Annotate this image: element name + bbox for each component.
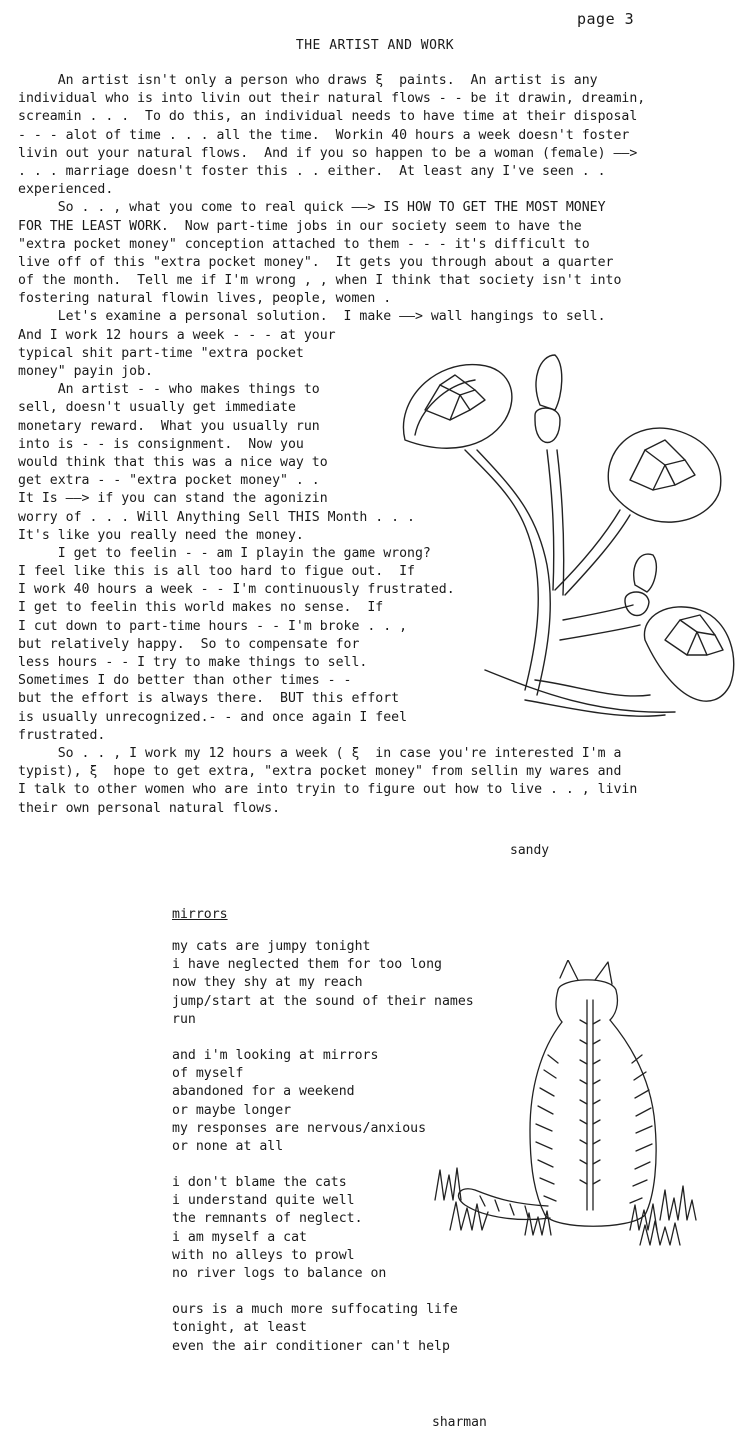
essay-line: would think that this was a nice way to xyxy=(18,454,328,470)
poem-line: abandoned for a weekend xyxy=(172,1084,355,1100)
essay-line: It's like you really need the money. xyxy=(18,527,304,543)
poem-line: my cats are jumpy tonight xyxy=(172,939,371,954)
essay-line: I talk to other women who are into tryin to figure out how to live . . , livin xyxy=(18,782,638,798)
essay-line: monetary reward. What you usually run xyxy=(18,418,320,434)
essay-line: typical shit part-time "extra pocket xyxy=(18,345,304,361)
essay-line: screamin . . . To do this, an individual needs to have time at their disposal xyxy=(18,109,638,125)
essay-line: I get to feelin - - am I playin the game wrong? xyxy=(18,545,431,561)
poem-line: run xyxy=(172,1011,196,1027)
poem-line: ours is a much more suffocating life xyxy=(172,1302,458,1318)
cat-illustration xyxy=(430,960,720,1290)
essay-line: experienced. xyxy=(18,182,114,198)
essay-line: Sometimes I do better than other times - - xyxy=(18,673,352,689)
essay-line: So . . , what you come to real quick ——> IS HOW TO GET THE MOST MONEY xyxy=(18,200,606,216)
essay-line: into is - - is consignment. Now you xyxy=(18,436,304,452)
poem-line: no river logs to balance on xyxy=(172,1266,387,1281)
poem-line: i have neglected them for too long xyxy=(172,957,442,973)
essay-line: get extra - - "extra pocket money" . . xyxy=(18,473,320,489)
poem-title: mirrors xyxy=(172,907,228,922)
poem-line: and i'm looking at mirrors xyxy=(172,1047,379,1063)
poem-author: sharman xyxy=(432,1415,487,1430)
essay-line: live off of this "extra pocket money". It gets you through about a quarter xyxy=(18,254,614,270)
essay-line: "extra pocket money" conception attached to them - - - it's difficult to xyxy=(18,236,590,252)
essay-line: but the effort is always there. BUT this effort xyxy=(18,691,400,707)
poem-line: or none at all xyxy=(172,1138,284,1154)
essay-line: livin out your natural flows. And if you so happen to be a woman (female) ——> xyxy=(18,145,638,161)
flower-illustration xyxy=(385,340,745,720)
poem-line: my responses are nervous/anxious xyxy=(172,1120,427,1136)
essay-line: FOR THE LEAST WORK. Now part-time jobs in our society seem to have the xyxy=(18,218,582,234)
poem-line: now they shy at my reach xyxy=(172,975,363,991)
poem-line: of myself xyxy=(172,1066,244,1082)
poem-line: the remnants of neglect. xyxy=(172,1211,363,1227)
essay-line: sell, doesn't usually get immediate xyxy=(18,400,296,416)
essay-line: - - - alot of time . . . all the time. Workin 40 hours a week doesn't foster xyxy=(18,127,630,143)
essay-line: worry of . . . Will Anything Sell THIS Month . . . xyxy=(18,509,415,525)
poem-line: tonight, at least xyxy=(172,1320,307,1336)
poem-line: i am myself a cat xyxy=(172,1229,307,1245)
essay-line: frustrated. xyxy=(18,727,106,743)
essay-line: of the month. Tell me if I'm wrong , , when I think that society isn't into xyxy=(18,273,622,289)
poem-line: i don't blame the cats xyxy=(172,1175,347,1191)
essay-author: sandy xyxy=(510,843,550,858)
essay-line: I feel like this is all too hard to figue out. If xyxy=(18,564,415,580)
essay-line: An artist - - who makes things to xyxy=(18,382,320,398)
essay-line: It Is ——> if you can stand the agonizin xyxy=(18,491,328,507)
essay-line: Let's examine a personal solution. I make ——> wall hangings to sell. xyxy=(18,309,606,325)
essay-title: THE ARTIST AND WORK xyxy=(295,38,455,53)
essay-line: less hours - - I try to make things to sell. xyxy=(18,655,368,670)
essay-line: fostering natural flowin lives, people, women . xyxy=(18,291,392,307)
essay-line: So . . , I work my 12 hours a week ( ξ in case you're interested I'm a xyxy=(18,745,622,761)
poem-line: i understand quite well xyxy=(172,1193,355,1209)
essay-line: money" payin job. xyxy=(18,364,153,379)
essay-line: but relatively happy. So to compensate for xyxy=(18,636,360,652)
essay-line: typist), ξ hope to get extra, "extra pocket money" from sellin my wares and xyxy=(18,764,622,780)
essay-line: their own personal natural flows. xyxy=(18,800,281,816)
poem-line: jump/start at the sound of their names xyxy=(172,993,474,1009)
poem-line: or maybe longer xyxy=(172,1102,292,1118)
poem-line: even the air conditioner can't help xyxy=(172,1338,450,1354)
essay-line: I get to feelin this world makes no sense. If xyxy=(18,600,384,616)
essay-line: I cut down to part-time hours - - I'm broke . . , xyxy=(18,618,408,634)
essay-line: is usually unrecognized.- - and once again I feel xyxy=(18,709,408,725)
poem-line: with no alleys to prowl xyxy=(172,1247,355,1263)
essay-line: I work 40 hours a week - - I'm continuously frustrated. xyxy=(18,582,455,598)
page-number: page 3 xyxy=(577,10,635,28)
essay-line: individual who is into livin out their natural flows - - be it drawin, dreamin, xyxy=(18,91,646,107)
essay-line: An artist isn't only a person who draws ξ paints. An artist is any xyxy=(18,73,598,88)
poem-stanza xyxy=(172,1301,532,1356)
essay-line: . . . marriage doesn't foster this . . either. At least any I've seen . . xyxy=(18,163,606,179)
essay-line: And I work 12 hours a week - - - at your xyxy=(18,327,336,343)
